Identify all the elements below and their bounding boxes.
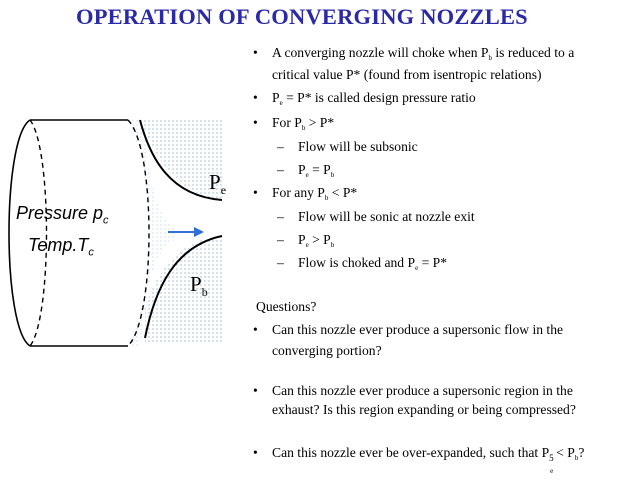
bullet-marker: • — [253, 45, 258, 60]
exit-pressure-label: $P_e$ — [209, 170, 227, 198]
slide-title: OPERATION OF CONVERGING NOZZLES — [76, 4, 528, 29]
question-2-line2: exhaust? Is this region expanding or being compressed? — [272, 402, 576, 417]
question-1-line2: converging portion? — [272, 343, 382, 358]
dash-marker: – — [277, 162, 284, 177]
bullet-marker: • — [253, 383, 258, 398]
chamber-pressure-label: Pressure $p_c$ — [16, 203, 109, 227]
nozzle-figure — [0, 108, 245, 358]
bullet-marker: • — [253, 90, 258, 105]
nozzle-diagram — [0, 108, 245, 358]
dash-marker: – — [277, 232, 284, 247]
dash-marker: – — [277, 255, 284, 270]
bullet-choke-line1: A converging nozzle will choke when $P_b$ is reduced to a — [272, 45, 575, 62]
dash-marker: – — [277, 139, 284, 154]
bullet-marker: • — [253, 185, 258, 200]
dash-marker: – — [277, 209, 284, 224]
bullet-pb-greater: For $P_b > P*$ — [272, 115, 335, 132]
question-2-line1: Can this nozzle ever produce a supersonic region in the — [272, 383, 573, 398]
bullet-marker: • — [253, 445, 258, 460]
questions-heading: Questions? — [256, 299, 317, 314]
sub-bullet-pe-greater-pb: $P_e > P_b$ — [298, 232, 335, 249]
sub-bullet-choked: Flow is choked and $P_e = P*$ — [298, 255, 447, 272]
bullet-marker: • — [253, 115, 258, 130]
chamber-temp-label: $Temp.T_c$ — [28, 235, 94, 259]
chamber-left-ellipse — [9, 120, 30, 346]
bullet-design-ratio: $P_e = P*$ is called design pressure ratio — [272, 90, 476, 107]
bullet-marker: • — [253, 322, 258, 337]
sub-bullet-pe-equals-pb: $P_e = P_b$ — [298, 162, 335, 179]
bullet-pb-less: For any $P_b < P*$ — [272, 185, 358, 202]
question-3: Can this nozzle ever be over-expanded, such that P 5 e < $P_b$? — [272, 445, 585, 475]
back-pressure-label: $P_b$ — [190, 272, 208, 300]
sub-bullet-sonic: Flow will be sonic at nozzle exit — [298, 209, 475, 224]
chamber-left-ellipse-back — [30, 120, 47, 346]
flow-arrow-head — [194, 227, 204, 237]
sub-bullet-subsonic: Flow will be subsonic — [298, 139, 418, 154]
question-1-line1: Can this nozzle ever produce a supersonic flow in the — [272, 322, 564, 337]
bullet-choke-line2: critical value P* (found from isentropic relations) — [272, 67, 542, 82]
